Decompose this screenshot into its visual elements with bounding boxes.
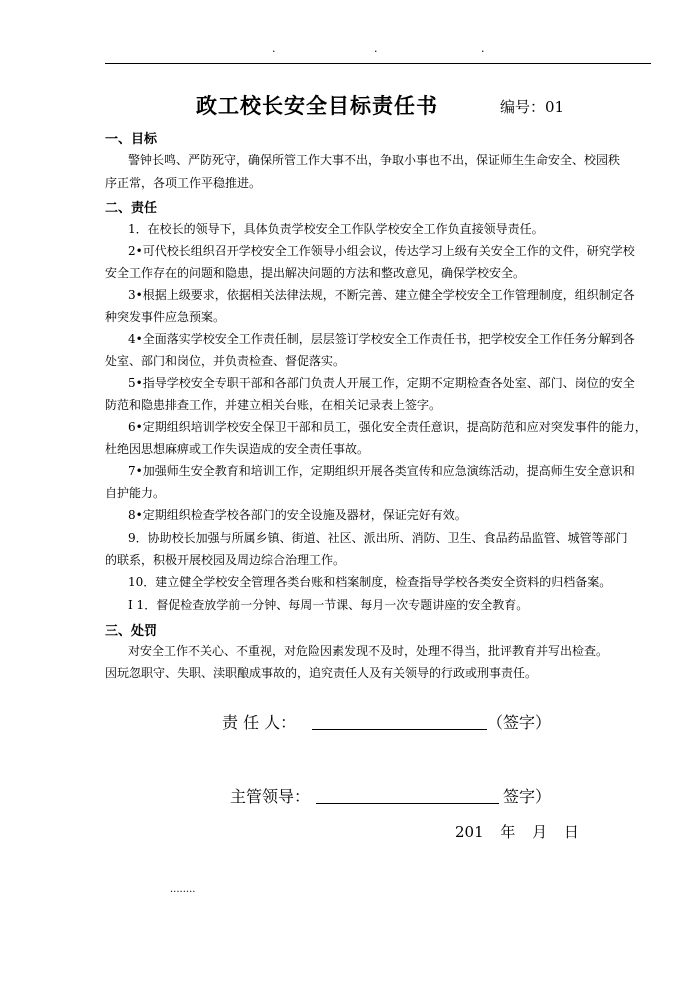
supervisor-signature-suffix: 签字） — [503, 787, 552, 806]
section-heading-goal: 一、目标 — [105, 132, 158, 147]
section-heading-penalty: 三、处罚 — [105, 624, 158, 639]
duty-line: 2•可代校长组织召开学校安全工作领导小组会议，传达学习上级有关安全工作的文件，研究学校 — [128, 244, 635, 258]
footer-dots: ........ — [170, 884, 196, 895]
duty-line: 防范和隐患排查工作，并建立相关台账，在相关记录表上签字。 — [105, 398, 442, 412]
duty-line: 6•定期组织培训学校安全保卫干部和员工，强化安全责任意识，提高防范和应对突发事件的能力， — [128, 420, 647, 434]
header-dot: . — [374, 42, 378, 55]
responsible-signature-suffix: （签字） — [487, 713, 552, 732]
duty-line: 3•根据上级要求，依据相关法律法规，不断完善、建立健全学校安全工作管理制度，组织制定各 — [128, 288, 635, 302]
penalty-line: 因玩忽职守、失职、渎职酿成事故的，追究责任人及有关领导的行政或刑事责任。 — [105, 666, 538, 680]
date-line: 201 年 月 日 — [455, 823, 579, 841]
document-title: 政工校长安全目标责任书 — [196, 93, 438, 118]
duty-line: 处室、部门和岗位，并负责检查、督促落实。 — [105, 354, 346, 368]
duty-line: 8•定期组织检查学校各部门的安全设施及器材，保证完好有效。 — [128, 508, 467, 522]
document-number: 编号：01 — [500, 98, 565, 116]
duty-line: 10．建立健全学校安全管理各类台账和档案制度，检查指导学校各类安全资料的归档备案。 — [128, 575, 612, 589]
goal-line: 警钟长鸣、严防死守，确保所管工作大事不出，争取小事也不出，保证师生生命安全、校园秩 — [128, 153, 621, 167]
duty-line: I 1．督促检查放学前一分钟、每周一节课、每月一次专题讲座的安全教育。 — [128, 598, 529, 612]
supervisor-signature-line — [316, 803, 499, 804]
header-dot: . — [272, 42, 276, 55]
header-rule — [105, 63, 651, 64]
header-dots — [0, 43, 700, 55]
duty-line: 7•加强师生安全教育和培训工作，定期组织开展各类宣传和应急演练活动，提高师生安全意识和 — [128, 464, 635, 478]
duty-line: 4•全面落实学校安全工作责任制，层层签订学校安全工作责任书，把学校安全工作任务分解到各 — [128, 332, 635, 346]
duty-line: 种突发事件应急预案。 — [105, 310, 226, 324]
duty-line: 9．协助校长加强与所属乡镇、街道、社区、派出所、消防、卫生、食品药品监管、城管等部门 — [128, 531, 628, 545]
duty-line: 自护能力。 — [105, 486, 166, 500]
duty-line: 的联系，积极开展校园及周边综合治理工作。 — [105, 553, 346, 567]
responsible-signature-line — [312, 729, 487, 730]
supervisor-label: 主管领导： — [230, 787, 311, 806]
duty-line: 安全工作存在的问题和隐患，提出解决问题的方法和整改意见，确保学校安全。 — [105, 266, 526, 280]
goal-line: 序正常，各项工作平稳推进。 — [105, 176, 262, 190]
duty-line: 5•指导学校安全专职干部和各部门负责人开展工作，定期不定期检查各处室、部门、岗位的安全 — [128, 376, 635, 390]
penalty-line: 对安全工作不关心、不重视，对危险因素发现不及时，处理不得当，批评教育并写出检查。 — [128, 644, 609, 658]
header-dot: . — [481, 42, 485, 55]
section-heading-duty: 二、责任 — [105, 201, 158, 216]
duty-line: 杜绝因思想麻痹或工作失误造成的安全责任事故。 — [105, 442, 370, 456]
duty-line: 1．在校长的领导下，具体负责学校安全工作队学校安全工作负直接领导责任。 — [128, 222, 544, 236]
responsible-person-label: 责 任 人： — [222, 713, 297, 732]
